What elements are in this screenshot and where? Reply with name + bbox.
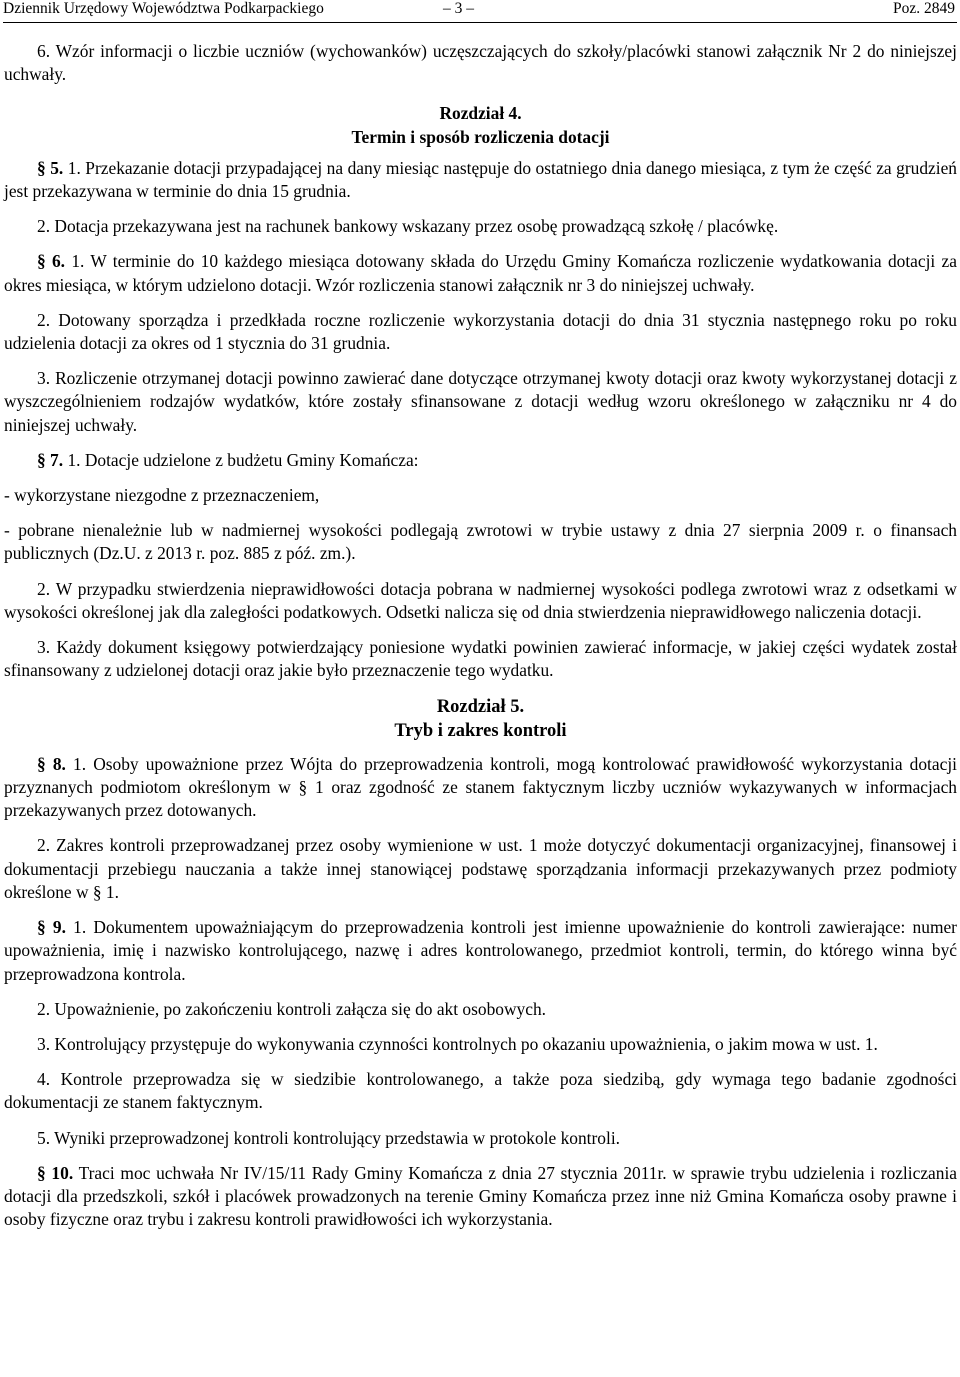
section-8-text-1: 1. Osoby upoważnione przez Wójta do przeprowadzenia kontroli, mogą kontrolować prawidłowość wykorzystania dotacji przyznanych podmiotom określonym w § 1 oraz zgodność ze stanem faktycznym liczby uczniów wykazywanych w informacjach przekazywanych przez dotowanych. [4,753,957,821]
section-7-para-1 [4,449,957,472]
journal-title: Dziennik Urzędowy Województwa Podkarpackiego [3,0,324,17]
section-9-para-4: 4. Kontrole przeprowadza się w siedzibie kontrolowanego, a także poza siedzibą, gdy wymaga tego badanie zgodności dokumentacji ze stanem faktycznym. [4,1069,957,1113]
paragraph-6-6: 6. Wzór informacji o liczbie uczniów (wychowanków) uczęszczających do szkoły/placówki stanowi załącznik Nr 2 do niniejszej uchwały. [4,41,957,85]
section-5-label: § 5. [37,157,64,178]
section-10-para [4,1162,957,1232]
section-5-para-1 [4,157,957,203]
section-9-para-1 [4,916,957,986]
section-9-para-5: 5. Wyniki przeprowadzonej kontroli kontrolujący przedstawia w protokole kontroli. [37,1127,621,1148]
chapter-4-subtitle: Termin i sposób rozliczenia dotacji [351,126,610,147]
section-8-para-1 [4,753,957,823]
chapter-5-title: Rozdział 5. [436,697,525,718]
section-9-text-1: 1. Dokumentem upoważniającym do przeprowadzenia kontroli jest imienne upoważnienie do kontroli zawierające: numer upoważnienia, imię i nazwisko kontrolującego, nazwę i adres kontrolowanego, przedmiot kontroli, termin, do którego winna być przeprowadzona kontrola. [4,917,957,984]
section-9-para-2: 2. Upoważnienie, po zakończeniu kontroli załącza się do akt osobowych. [37,998,546,1019]
section-7-text-1: 1. Dotacje udzielone z budżetu Gminy Komańcza: [67,449,419,470]
section-7-para-2: 2. W przypadku stwierdzenia nieprawidłowości dotacja pobrana w nadmiernej wysokości podlega zwrotowi wraz z odsetkami w wysokości określonej jak dla zaległości podatkowych. Odsetki nalicza się od dnia stwierdzenia nieprawidłowego naliczenia dotacji. [4,578,957,622]
section-9-para-3: 3. Kontrolujący przystępuje do wykonywania czynności kontrolnych po okazaniu upoważnienia, o jakim mowa w ust. 1. [37,1033,878,1054]
section-6-para-2: 2. Dotowany sporządza i przedkłada roczne rozliczenie wykorzystania dotacji do dnia 31 stycznia następnego roku po roku udzielenia dotacji za okres od 1 stycznia do 31 grudnia. [4,309,957,354]
position-number: Poz. 2849 [893,0,955,17]
section-9-label: § 9. [37,917,66,938]
section-8-para-2: 2. Zakres kontroli przeprowadzanej przez osoby wymienione w ust. 1 może dotyczyć dokumentacji organizacyjnej, finansowej i dokumentacji przebiegu nauczania a także innej stanowiącej podstawę sporządzania informacji przekazywanych przez podmioty określone w § 1. [4,835,957,902]
section-6-label: § 6. [37,251,66,272]
section-5-text-1: 1. Przekazanie dotacji przypadającej na dany miesiąc następuje do ostatniego dnia danego miesiąca, z tym że część za grudzień jest przekazywana w terminie do dnia 15 grudnia. [4,157,957,202]
section-8-label: § 8. [37,753,66,774]
section-6-text-1: 1. W terminie do 10 każdego miesiąca dotowany składa do Urzędu Gminy Komańcza rozliczenie wydatkowania dotacji za okres miesiąca, w którym udzielono dotacji. Wzór rozliczenia stanowi załącznik nr 3 do niniejszej uchwały. [4,251,957,295]
section-6-para-3: 3. Rozliczenie otrzymanej dotacji powinno zawierać dane dotyczące otrzymanej kwoty dotacji oraz kwoty wykorzystanej dotacji z wyszczególnieniem rodzajów wydatków, które zostały sfinansowane z dotacji według wzoru określonego w załączniku nr 4 do niniejszej uchwały. [4,368,957,435]
section-7-dash-1: - wykorzystane niezgodne z przeznaczeniem, [4,485,320,506]
page-header [3,0,957,23]
section-7-label: § 7. [37,449,64,470]
section-7-para-3: 3. Każdy dokument księgowy potwierdzający poniesione wydatki powinien zawierać informacje, w jakiej części wydatek został sfinansowany z udzielonej dotacji oraz jakie było przeznaczenie tego wydatku. [4,637,957,681]
section-6-para-1 [4,250,957,296]
chapter-5-subtitle: Tryb i zakres kontroli [394,720,567,741]
page-number: – 3 – [443,0,474,17]
document-body [4,36,957,1231]
section-5-para-2: 2. Dotacja przekazywana jest na rachunek bankowy wskazany przez osobę prowadzącą szkołę / placówkę. [37,216,779,237]
section-7-dash-2: - pobrane nienależnie lub w nadmiernej wysokości podlegają zwrotowi w trybie ustawy z dnia 27 sierpnia 2009 r. o finansach publicznych (Dz.U. z 2013 r. poz. 885 z póź. zm.). [4,520,957,564]
section-10-text: Traci moc uchwała Nr IV/15/11 Rady Gminy Komańcza z dnia 27 stycznia 2011r. w sprawie trybu udzielenia i rozliczania dotacji dla przedszkoli, szkół i placówek prowadzonych na terenie Gminy Komańcza przez inne niż Gmina Komańcza osoby prawne i osoby fizyczne oraz trybu i zakresu kontroli prawidłowości ich wykorzystania. [4,1162,957,1230]
chapter-4-title: Rozdział 4. [439,103,522,124]
section-10-label: § 10. [37,1162,74,1183]
